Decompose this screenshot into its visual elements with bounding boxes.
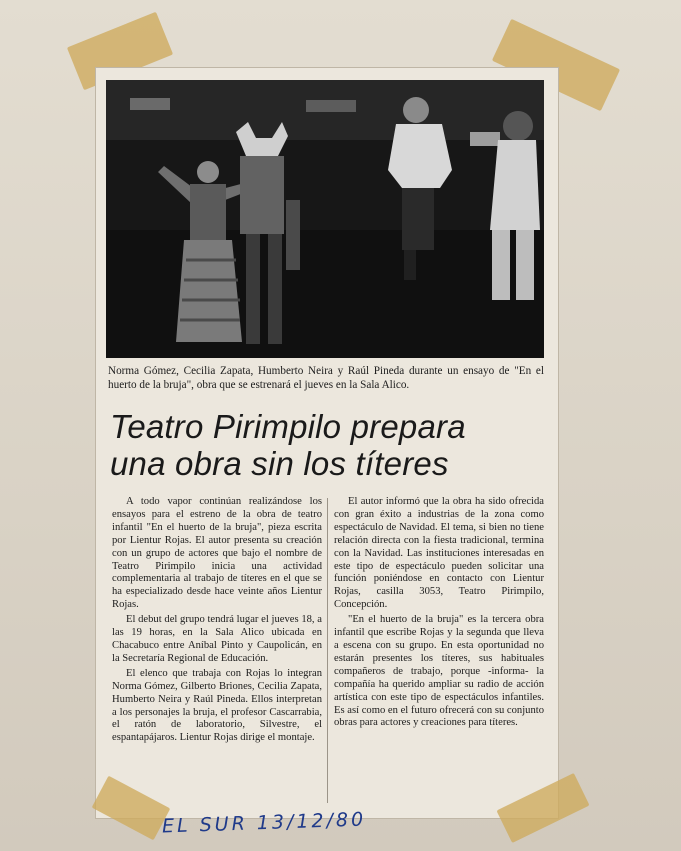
article-paragraph: El autor informó que la obra ha sido ofrecida con gran éxito a industrias de la zona como espectáculo de Navidad. El tema, si bien no tiene relación directa con la fiesta tradicional, termina con la Navidad. Las instituciones interesadas en este tipo de espectáculo pueden solicitar una función poniéndose en contacto con Lientur Rojas, casilla 3053, Teatro Pirimpilo, Concepción. <box>334 496 544 611</box>
rehearsal-photo <box>106 80 544 358</box>
article-paragraph: El debut del grupo tendrá lugar el jueves 18, a las 19 horas, en la Sala Alico ubicada en Chacabuco entre Aníbal Pinto y Caupolicán, en la Secretaría Regional de Educación. <box>112 614 322 664</box>
article-paragraph: "En el huerto de la bruja" es la tercera obra infantil que escribe Rojas y la segunda que lleva a escena con su grupo. En esta oportunidad no estarán presentes los títeres, sus habituales compañeros de trabajo, porque -informa- la compañía ha querido ampliar su radio de acción artística con este tipo de espectáculos infantiles. Es así como en el futuro ofrecerá con su conjunto obras para actores y creaciones para títeres. <box>334 614 544 729</box>
column-divider <box>327 498 328 803</box>
headline-line-1: Teatro Pirimpilo prepara <box>110 408 466 445</box>
article-column-right <box>334 496 544 730</box>
newspaper-clipping <box>96 68 558 818</box>
headline-line-2: una obra sin los títeres <box>110 445 449 482</box>
photo-caption: Norma Gómez, Cecilia Zapata, Humberto Neira y Raúl Pineda durante un ensayo de "En el huerto de la bruja", obra que se estrenará el jueves en la Sala Alico. <box>108 365 544 391</box>
handwritten-source-date: EL SUR 13/12/80 <box>161 808 367 838</box>
article-paragraph: El elenco que trabaja con Rojas lo integran Norma Gómez, Gilberto Briones, Cecilia Zapata, Humberto Neira y Raúl Pineda. Ellos interpretan a los personajes la bruja, el profesor Cascarrabia, el ratón de laboratorio, Silvestre, el espantapájaros. Lientur Rojas dirige el montaje. <box>112 667 322 744</box>
article-paragraph: A todo vapor continúan realizándose los ensayos para el estreno de la obra de teatro infantil "En el huerto de la bruja", pieza escrita por Lientur Rojas. El autor presenta su creación con un grupo de actores que bajo el nombre de Teatro Pirimpilo inicia una actividad complementaria al trabajo de títeres en el que se ha especializado desde hace veinte años Lientur Rojas. <box>112 496 322 611</box>
article-column-left <box>112 496 322 745</box>
rehearsal-photo-illustration <box>106 80 544 358</box>
headline <box>110 408 546 482</box>
